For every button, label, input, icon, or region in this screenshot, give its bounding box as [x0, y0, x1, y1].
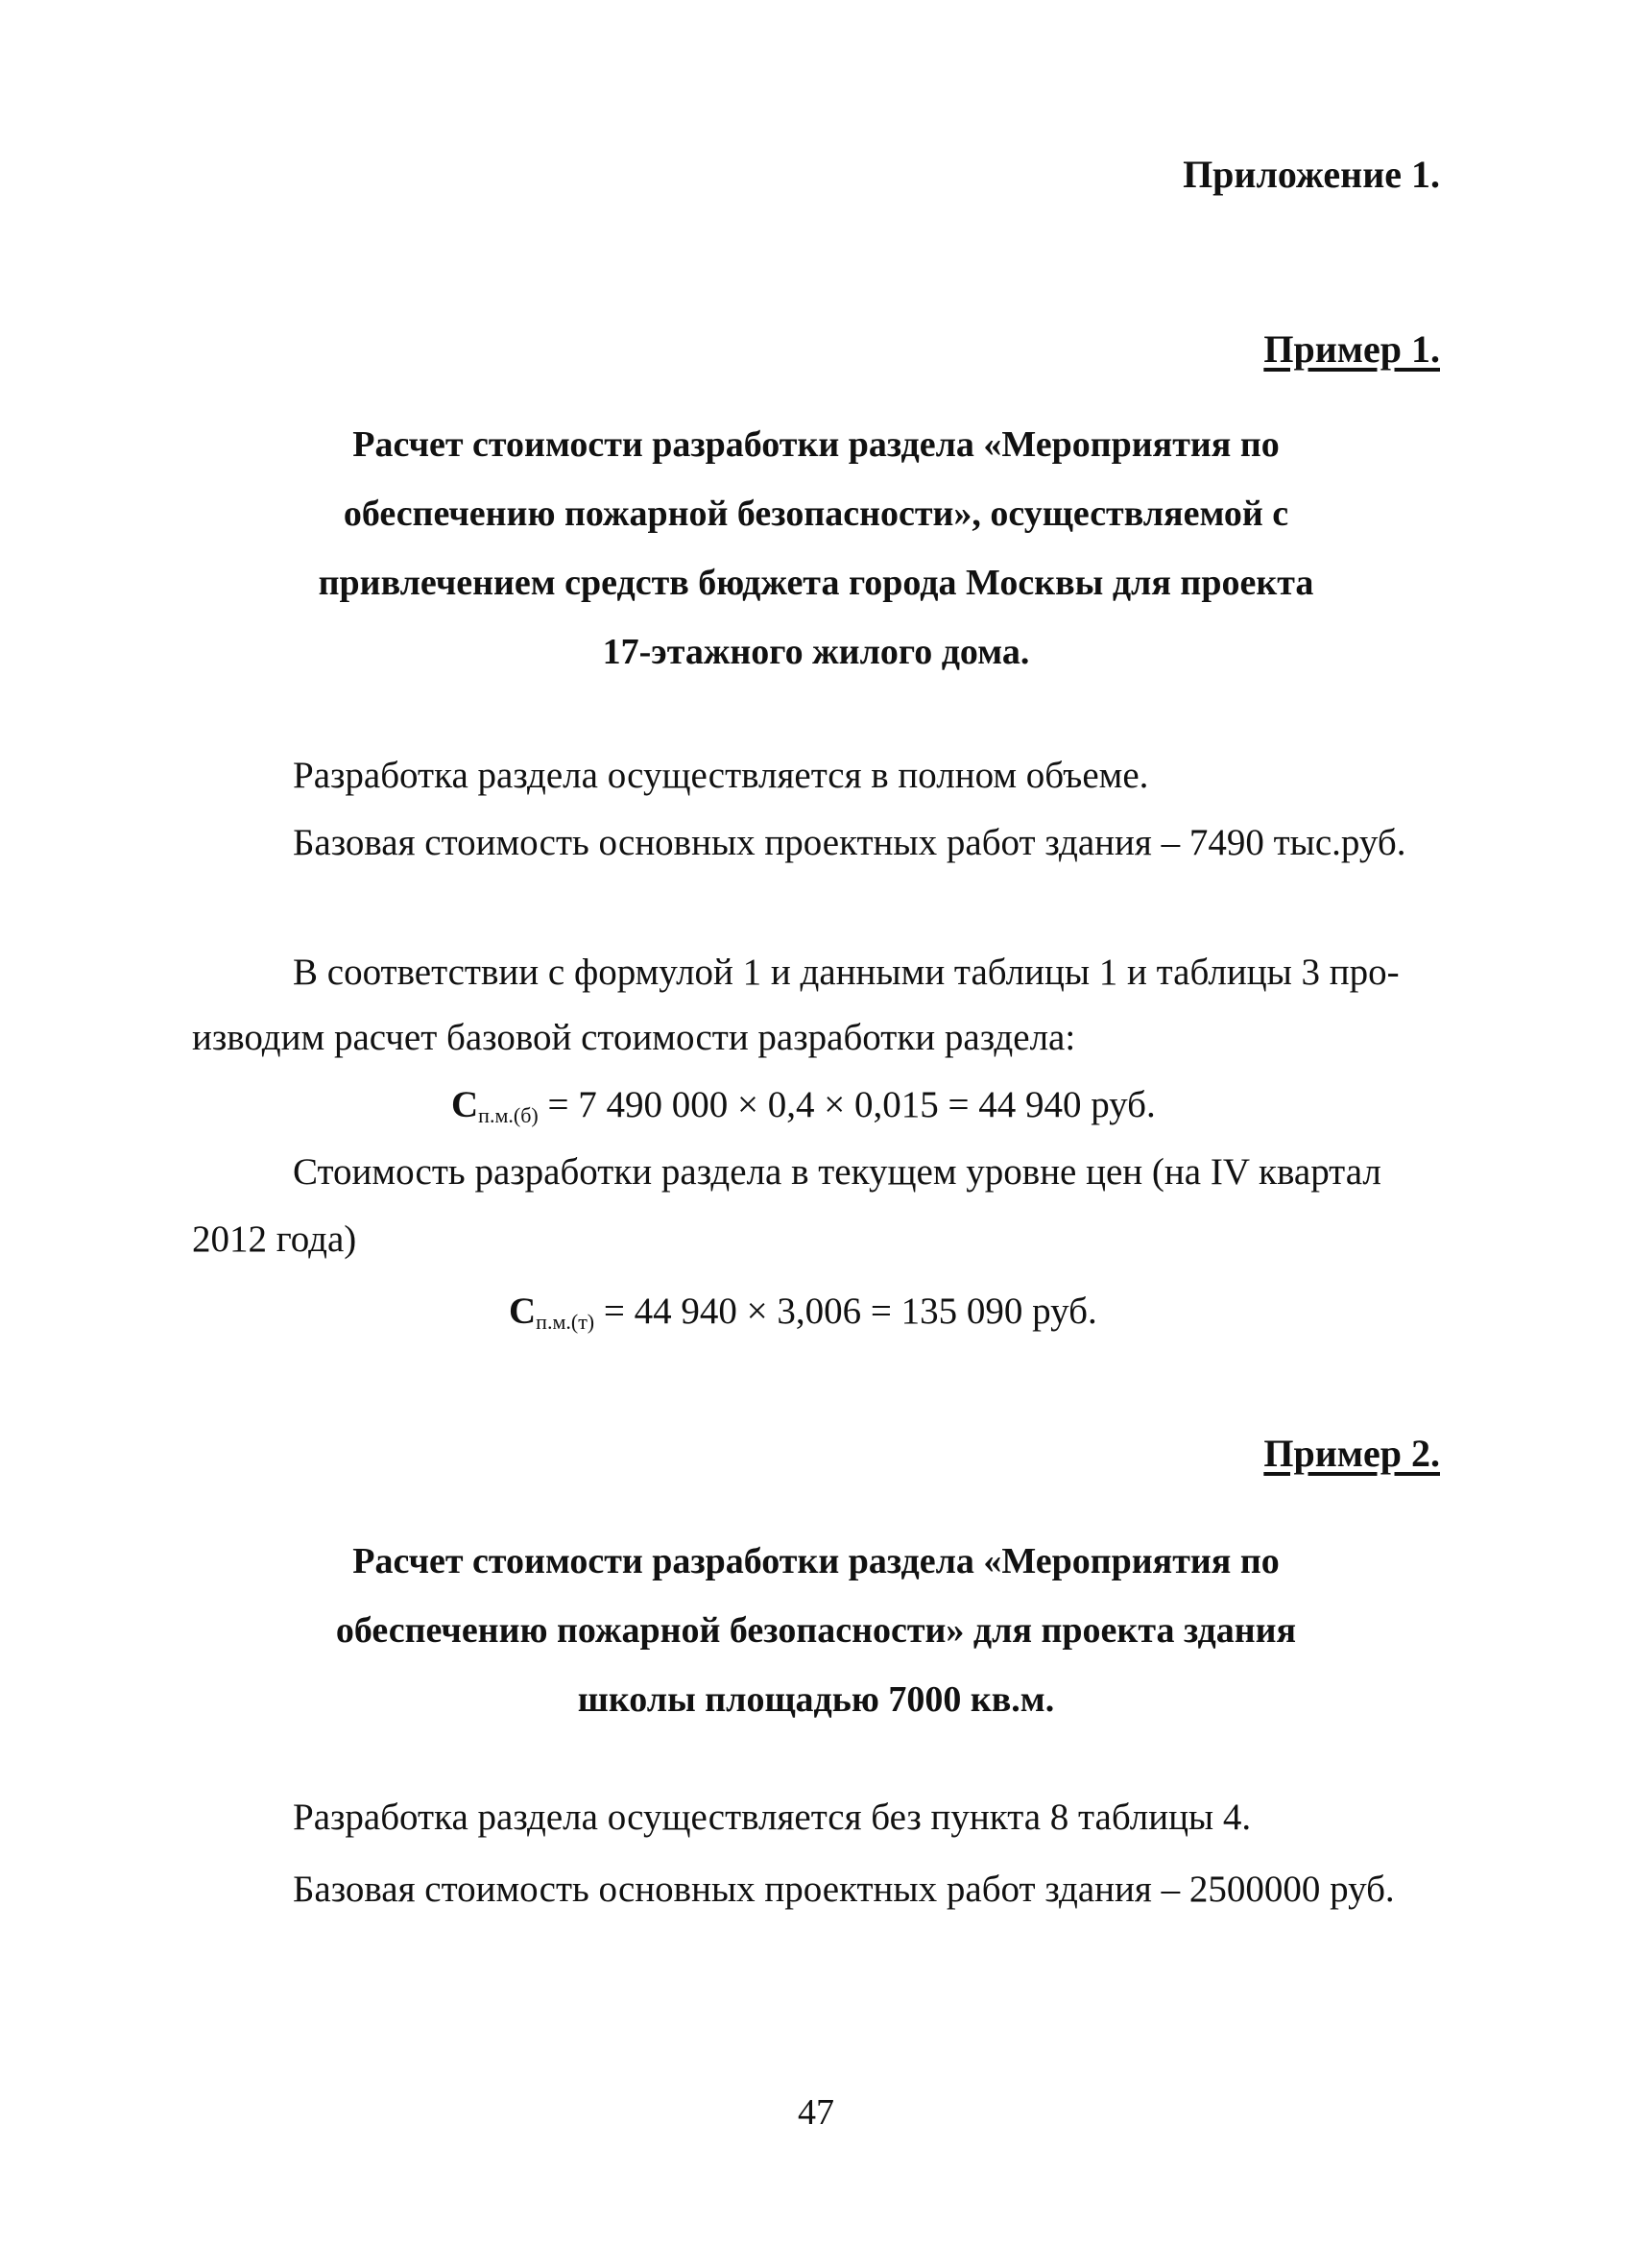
example-1-paragraph-2-line-2: 2012 года) — [192, 1218, 357, 1260]
example-1-label: Пример 1. — [1263, 327, 1440, 371]
example-2-base-cost-text: Базовая стоимость основных проектных работ здания – 2500000 руб. — [293, 1869, 1395, 1910]
example-1-base-cost-text: Базовая стоимость основных проектных работ здания – 7490 тыс.руб. — [293, 822, 1406, 863]
example-2-heading-line: Расчет стоимости разработки раздела «Мероприятия по — [352, 1541, 1280, 1581]
example-1-paragraph-1-line-1: В соответствии с формулой 1 и данными таблицы 1 и таблицы 3 про- — [293, 952, 1400, 993]
example-1-formula-current — [509, 1290, 1097, 1344]
appendix-title: Приложение 1. — [1183, 153, 1440, 196]
formula-expression: = 44 940 × 3,006 = 135 090 руб. — [594, 1291, 1097, 1332]
example-1-heading-line: обеспечению пожарной безопасности», осуществляемой с — [343, 494, 1289, 534]
example-1-heading — [192, 410, 1440, 687]
example-1-heading-line: Расчет стоимости разработки раздела «Мероприятия по — [352, 424, 1280, 465]
example-1-heading-line: 17-этажного жилого дома. — [602, 632, 1030, 672]
example-1-formula-base — [451, 1083, 1156, 1138]
formula-expression: = 7 490 000 × 0,4 × 0,015 = 44 940 руб. — [538, 1084, 1156, 1125]
example-1-paragraph-1-line-2: изводим расчет базовой стоимости разработки раздела: — [192, 1017, 1076, 1058]
example-2-scope-text: Разработка раздела осуществляется без пункта 8 таблицы 4. — [293, 1797, 1252, 1838]
example-2-heading-line: обеспечению пожарной безопасности» для проекта здания — [335, 1610, 1297, 1651]
example-2-label: Пример 2. — [1263, 1432, 1440, 1475]
page-number: 47 — [798, 2092, 834, 2133]
formula-symbol: С — [451, 1084, 479, 1125]
example-2-heading-line: школы площадью 7000 кв.м. — [577, 1679, 1055, 1720]
formula-subscript: п.м.(т) — [536, 1310, 595, 1334]
formula-symbol: С — [509, 1291, 537, 1332]
example-2-heading — [192, 1527, 1440, 1734]
formula-subscript: п.м.(б) — [478, 1103, 539, 1127]
example-1-scope-text: Разработка раздела осуществляется в полном объеме. — [293, 755, 1149, 796]
example-1-heading-line: привлечением средств бюджета города Москвы для проекта — [318, 563, 1314, 603]
example-1-paragraph-2-line-1: Стоимость разработки раздела в текущем уровне цен (на IV квартал — [293, 1151, 1381, 1193]
